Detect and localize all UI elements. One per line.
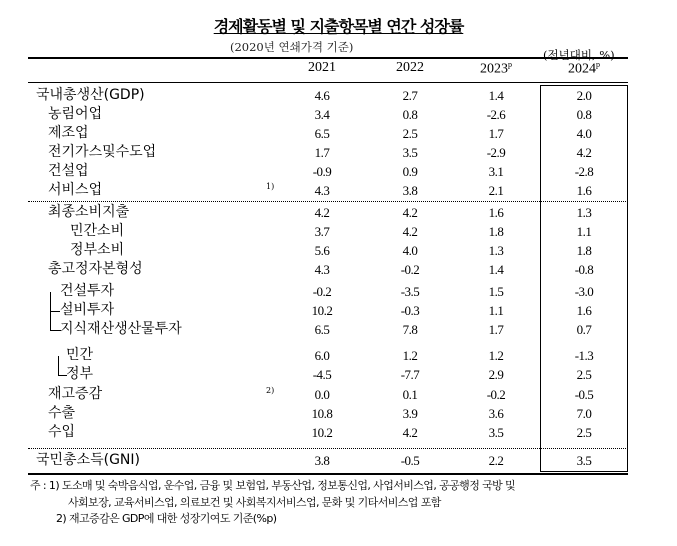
cell-2022: 3.8	[402, 183, 418, 198]
divider	[28, 448, 628, 449]
cell-2023: 1.2	[488, 348, 504, 363]
cell-2021: 6.5	[314, 126, 330, 141]
cell-2021: 0.0	[314, 387, 330, 402]
cell-2024: 2.5	[576, 367, 592, 382]
table-row	[0, 105, 677, 124]
row-label: 정부소비	[70, 242, 125, 258]
cell-2022: 3.5	[402, 145, 418, 160]
cell-2024: 2.5	[576, 425, 592, 440]
cell-2021: 5.6	[314, 243, 330, 258]
cell-2022: 0.1	[402, 387, 418, 402]
cell-2024: 0.7	[576, 322, 592, 337]
cell-2024: 0.8	[576, 107, 592, 122]
cell-2023: 2.1	[488, 183, 504, 198]
col-header-2023: 2023$^p$	[480, 60, 512, 77]
row-label: 제조업	[48, 125, 89, 141]
divider	[28, 201, 628, 202]
cell-2021: 4.3	[314, 262, 330, 277]
table-row	[0, 86, 677, 105]
cell-2023: 3.5	[488, 425, 504, 440]
col-header-2022: 2022	[396, 60, 424, 75]
row-label: 총고정자본형성	[48, 261, 143, 277]
row-label: 서비스업	[48, 182, 103, 198]
cell-2023: 1.4	[488, 262, 504, 277]
table-row	[0, 162, 677, 181]
cell-2022: 4.2	[402, 205, 418, 220]
cell-2024: -3.0	[574, 284, 594, 299]
cell-2024: 2.0	[576, 88, 592, 103]
cell-2021: 10.8	[311, 406, 333, 421]
table-row	[0, 365, 677, 384]
cell-2024: 4.0	[576, 126, 592, 141]
row-label: 최종소비지출	[48, 204, 130, 220]
cell-2021: 4.3	[314, 183, 330, 198]
row-label: 정부	[66, 366, 94, 382]
cell-2022: 2.5	[402, 126, 418, 141]
cell-2021: -4.5	[312, 367, 332, 382]
cell-2022: 4.2	[402, 224, 418, 239]
row-label: 설비투자	[60, 302, 115, 318]
table-row	[0, 423, 677, 442]
table-row	[0, 260, 677, 279]
row-label: 민간	[66, 347, 94, 363]
row-label: 국내총생산(GDP)	[36, 87, 145, 103]
cell-2023: -0.2	[486, 387, 506, 402]
table-row	[0, 222, 677, 241]
table-bottom-border	[28, 473, 628, 475]
subtitle: (2020년 연쇄가격 기준)	[230, 40, 354, 54]
cell-2023: 3.1	[488, 164, 504, 179]
cell-2024: 4.2	[576, 145, 592, 160]
cell-2021: 3.7	[314, 224, 330, 239]
row-label: 지식재산생산물투자	[60, 321, 182, 337]
cell-2021: 6.0	[314, 348, 330, 363]
row-label: 전기가스및수도업	[48, 144, 157, 160]
cell-2022: 0.8	[402, 107, 418, 122]
footnote-1: 주 : 1) 도소매 및 숙박음식업, 운수업, 금융 및 보험업, 부동산업, 정보통신업, 사업서비스업, 공공행정 국방 및	[30, 479, 516, 492]
cell-2023: 1.7	[488, 322, 504, 337]
cell-2023: 1.3	[488, 243, 504, 258]
cell-2022: 2.7	[402, 88, 418, 103]
cell-2023: 1.1	[488, 303, 504, 318]
cell-2024: 1.1	[576, 224, 592, 239]
cell-2024: 1.6	[576, 303, 592, 318]
cell-2021: 1.7	[314, 145, 330, 160]
table-row	[0, 203, 677, 222]
col-header-2024: 2024$^p$	[568, 60, 600, 77]
cell-2021: 10.2	[311, 303, 333, 318]
table-row	[0, 320, 677, 339]
row-label: 재고증감	[48, 386, 103, 402]
header-divider	[28, 82, 628, 83]
cell-2022: 7.8	[402, 322, 418, 337]
cell-2021: -0.9	[312, 164, 332, 179]
table-row	[0, 124, 677, 143]
table-top-border	[28, 57, 628, 59]
table-row	[0, 241, 677, 260]
cell-2021: -0.2	[312, 284, 332, 299]
cell-2024: 3.5	[576, 453, 592, 468]
cell-2022: 4.0	[402, 243, 418, 258]
cell-2023: -2.9	[486, 145, 506, 160]
cell-2022: 4.2	[402, 425, 418, 440]
cell-2022: -0.3	[400, 303, 420, 318]
footnote-marker: 2)	[266, 386, 275, 395]
table-row	[0, 346, 677, 365]
cell-2024: 1.8	[576, 243, 592, 258]
cell-2021: 4.6	[314, 88, 330, 103]
cell-2023: 2.2	[488, 453, 504, 468]
row-label: 민간소비	[70, 223, 125, 239]
table-row	[0, 385, 677, 404]
cell-2024: -2.8	[574, 164, 594, 179]
footnote-2: 2) 재고증감은 GDP에 대한 성장기여도 기준(%p)	[56, 512, 277, 525]
row-label: 건설투자	[60, 283, 115, 299]
cell-2023: 1.7	[488, 126, 504, 141]
cell-2021: 3.8	[314, 453, 330, 468]
row-label: 수입	[48, 424, 76, 440]
table-row	[0, 404, 677, 423]
cell-2024: 7.0	[576, 406, 592, 421]
cell-2023: 2.9	[488, 367, 504, 382]
row-label: 국민총소득(GNI)	[36, 452, 140, 468]
cell-2022: 0.9	[402, 164, 418, 179]
cell-2021: 6.5	[314, 322, 330, 337]
cell-2022: -7.7	[400, 367, 420, 382]
table-row	[0, 282, 677, 301]
cell-2023: 3.6	[488, 406, 504, 421]
cell-2021: 3.4	[314, 107, 330, 122]
cell-2023: 1.6	[488, 205, 504, 220]
row-label: 건설업	[48, 163, 89, 179]
cell-2023: 1.5	[488, 284, 504, 299]
cell-2023: 1.4	[488, 88, 504, 103]
cell-2022: -0.2	[400, 262, 420, 277]
cell-2024: -0.8	[574, 262, 594, 277]
cell-2022: -0.5	[400, 453, 420, 468]
table-row	[0, 301, 677, 320]
footnote-1-cont: 사회보장, 교육서비스업, 의료보건 및 사회복지서비스업, 문화 및 기타서비스업 포함	[68, 496, 441, 509]
table-row	[0, 451, 677, 470]
page-title: 경제활동별 및 지출항목별 연간 성장률	[213, 17, 464, 36]
unit-label: (전년대비, %)	[543, 48, 615, 62]
cell-2022: 1.2	[402, 348, 418, 363]
cell-2024: -1.3	[574, 348, 594, 363]
cell-2021: 10.2	[311, 425, 333, 440]
footnote-marker: 1)	[266, 182, 275, 191]
table-row	[0, 143, 677, 162]
row-label: 농림어업	[48, 106, 103, 122]
cell-2024: -0.5	[574, 387, 594, 402]
cell-2022: 3.9	[402, 406, 418, 421]
cell-2024: 1.3	[576, 205, 592, 220]
cell-2023: -2.6	[486, 107, 506, 122]
col-header-2021: 2021	[308, 60, 336, 75]
cell-2021: 4.2	[314, 205, 330, 220]
table-row	[0, 181, 677, 200]
cell-2022: -3.5	[400, 284, 420, 299]
cell-2024: 1.6	[576, 183, 592, 198]
row-label: 수출	[48, 405, 76, 421]
cell-2023: 1.8	[488, 224, 504, 239]
